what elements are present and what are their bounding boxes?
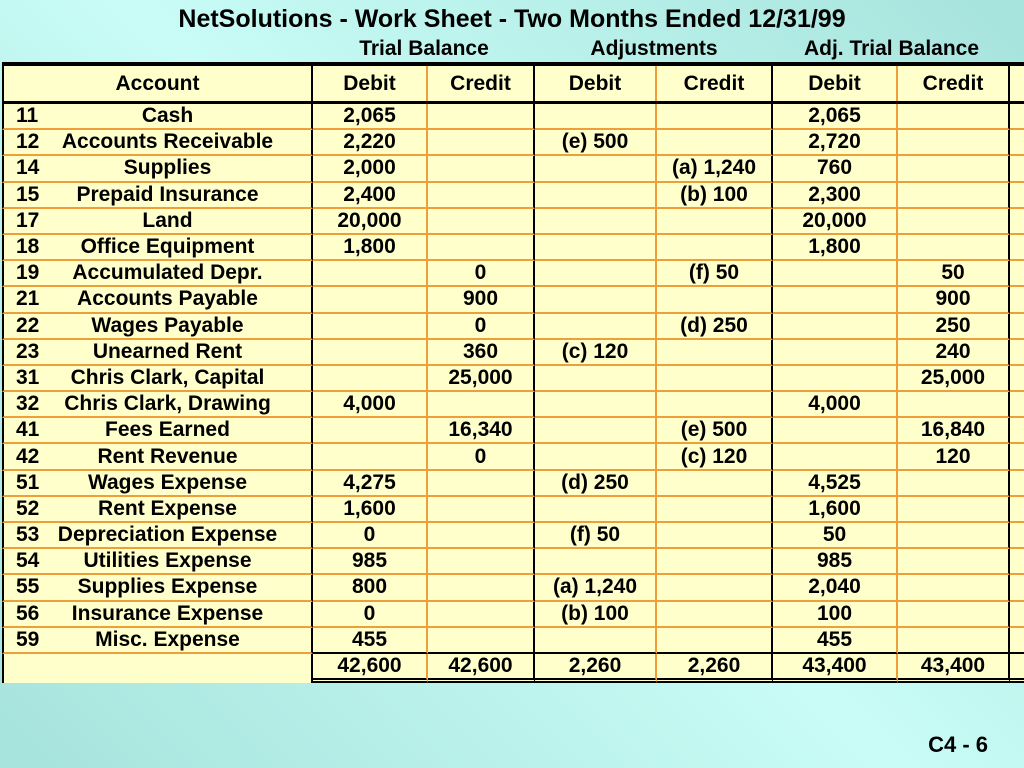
account-cell	[2, 209, 313, 235]
tb-debit-cell: 4,000	[313, 392, 428, 418]
account-cell	[2, 471, 313, 497]
atb-debit-cell	[773, 340, 898, 366]
account-cell	[2, 130, 313, 156]
table-row	[2, 523, 1024, 549]
account-name: Chris Clark, Capital	[70, 365, 265, 389]
tb-debit-cell: 0	[313, 523, 428, 549]
table-row	[2, 366, 1024, 392]
account-number: 56	[16, 601, 40, 625]
atb-credit-cell: 16,840	[898, 418, 1010, 444]
table-row	[2, 104, 1024, 130]
group-header-adjustments: Adjustments	[590, 37, 718, 60]
row-edge-sliver	[1010, 104, 1024, 130]
adj-credit-cell	[657, 287, 773, 313]
atb-debit-cell: 2,300	[773, 183, 898, 209]
atb-credit-cell: 120	[898, 444, 1010, 470]
account-cell	[2, 523, 313, 549]
atb-credit-cell: 250	[898, 314, 1010, 340]
account-number: 21	[16, 287, 40, 311]
atb-credit-cell: 900	[898, 287, 1010, 313]
row-edge-sliver	[1010, 471, 1024, 497]
tb-debit-cell	[313, 261, 428, 287]
table-row	[2, 130, 1024, 156]
header-atb-debit: Debit	[773, 66, 898, 101]
atb-credit-cell: 240	[898, 340, 1010, 366]
tb-debit-cell: 1,600	[313, 497, 428, 523]
adj-debit-cell	[535, 444, 657, 470]
account-name: Office Equipment	[80, 235, 255, 259]
account-number: 31	[16, 365, 40, 389]
account-number: 11	[16, 104, 39, 128]
row-edge-sliver	[1010, 261, 1024, 287]
adj-debit-cell	[535, 549, 657, 575]
atb-credit-cell	[898, 130, 1010, 156]
atb-debit-cell: 455	[773, 628, 898, 654]
atb-debit-cell	[773, 366, 898, 392]
tb-debit-cell	[313, 287, 428, 313]
tb-credit-cell: 360	[428, 340, 535, 366]
adj-credit-cell	[657, 340, 773, 366]
account-name: Rent Expense	[98, 496, 237, 520]
adj-credit-cell	[657, 628, 773, 654]
atb-credit-cell	[898, 497, 1010, 523]
row-edge-sliver	[1010, 209, 1024, 235]
account-name: Fees Earned	[105, 418, 230, 442]
account-number: 59	[16, 627, 40, 651]
adj-debit-cell: (c) 120	[535, 340, 657, 366]
header-tb-debit: Debit	[313, 66, 428, 101]
account-number: 19	[16, 261, 40, 285]
totals-tb-credit: 42,600	[428, 654, 535, 683]
totals-adj-credit: 2,260	[657, 654, 773, 683]
atb-debit-cell: 20,000	[773, 209, 898, 235]
atb-debit-cell: 4,525	[773, 471, 898, 497]
tb-debit-cell: 800	[313, 575, 428, 601]
atb-credit-cell	[898, 156, 1010, 182]
header-tb-credit: Credit	[428, 66, 535, 101]
adj-debit-cell	[535, 104, 657, 130]
account-name: Land	[142, 208, 193, 232]
tb-credit-cell: 25,000	[428, 366, 535, 392]
account-name: Unearned Rent	[92, 339, 243, 363]
table-row	[2, 235, 1024, 261]
account-name: Depreciation Expense	[57, 523, 278, 547]
adj-credit-cell: (e) 500	[657, 418, 773, 444]
atb-debit-cell: 2,040	[773, 575, 898, 601]
account-cell	[2, 575, 313, 601]
row-edge-sliver	[1010, 156, 1024, 182]
totals-atb-credit: 43,400	[898, 654, 1010, 683]
account-cell	[2, 549, 313, 575]
atb-credit-cell	[898, 183, 1010, 209]
tb-credit-cell	[428, 156, 535, 182]
atb-credit-cell	[898, 602, 1010, 628]
tb-debit-cell	[313, 418, 428, 444]
tb-credit-cell	[428, 628, 535, 654]
atb-debit-cell	[773, 261, 898, 287]
row-edge-sliver	[1010, 444, 1024, 470]
tb-credit-cell: 0	[428, 444, 535, 470]
tb-debit-cell: 0	[313, 602, 428, 628]
adj-debit-cell	[535, 392, 657, 418]
header-adj-debit: Debit	[535, 66, 657, 101]
slide-title: NetSolutions - Work Sheet - Two Months Ended 12/31/99	[178, 5, 846, 33]
header-atb-credit: Credit	[898, 66, 1010, 101]
account-name: Accounts Receivable	[61, 130, 274, 154]
adj-debit-cell	[535, 183, 657, 209]
account-cell	[2, 235, 313, 261]
tb-credit-cell	[428, 183, 535, 209]
tb-credit-cell	[428, 523, 535, 549]
tb-debit-cell: 985	[313, 549, 428, 575]
account-number: 55	[16, 575, 40, 599]
row-edge-sliver	[1010, 183, 1024, 209]
table-row	[2, 628, 1024, 654]
adj-credit-cell	[657, 575, 773, 601]
adj-credit-cell	[657, 602, 773, 628]
table-row	[2, 314, 1024, 340]
atb-credit-cell	[898, 575, 1010, 601]
atb-credit-cell	[898, 471, 1010, 497]
atb-debit-cell: 2,720	[773, 130, 898, 156]
row-edge-sliver	[1010, 628, 1024, 654]
totals-account-cell	[2, 654, 313, 683]
atb-debit-cell: 4,000	[773, 392, 898, 418]
row-edge-sliver	[1010, 235, 1024, 261]
account-number: 32	[16, 392, 40, 416]
account-number: 54	[16, 549, 40, 573]
row-edge-sliver	[1010, 340, 1024, 366]
tb-debit-cell: 20,000	[313, 209, 428, 235]
account-number: 53	[16, 523, 40, 547]
account-name: Wages Payable	[91, 313, 244, 337]
adj-debit-cell	[535, 209, 657, 235]
atb-debit-cell: 1,600	[773, 497, 898, 523]
account-name: Misc. Expense	[95, 627, 240, 651]
account-number: 52	[16, 496, 40, 520]
tb-credit-cell	[428, 471, 535, 497]
table-row	[2, 602, 1024, 628]
table-row	[2, 392, 1024, 418]
row-edge-sliver	[1010, 549, 1024, 575]
adj-debit-cell	[535, 497, 657, 523]
totals-edge-sliver	[1010, 654, 1024, 683]
account-cell	[2, 261, 313, 287]
account-name: Insurance Expense	[71, 601, 264, 625]
account-cell	[2, 314, 313, 340]
account-name: Accumulated Depr.	[72, 261, 263, 285]
adj-debit-cell	[535, 418, 657, 444]
tb-debit-cell: 2,000	[313, 156, 428, 182]
table-row	[2, 340, 1024, 366]
account-number: 41	[16, 418, 40, 442]
totals-row	[2, 654, 1024, 680]
account-cell	[2, 392, 313, 418]
account-name: Supplies Expense	[77, 575, 258, 599]
table-row	[2, 444, 1024, 470]
group-header-trial-balance: Trial Balance	[359, 37, 489, 60]
account-number: 51	[16, 470, 40, 494]
account-cell	[2, 183, 313, 209]
table-row	[2, 471, 1024, 497]
atb-debit-cell	[773, 444, 898, 470]
table-row	[2, 261, 1024, 287]
atb-debit-cell: 1,800	[773, 235, 898, 261]
account-name: Supplies	[123, 156, 212, 180]
account-number: 15	[16, 182, 40, 206]
table-row	[2, 156, 1024, 182]
tb-credit-cell: 0	[428, 314, 535, 340]
account-name: Utilities Expense	[83, 549, 252, 573]
tb-credit-cell	[428, 575, 535, 601]
atb-credit-cell	[898, 392, 1010, 418]
tb-credit-cell	[428, 209, 535, 235]
adj-debit-cell	[535, 314, 657, 340]
tb-credit-cell	[428, 549, 535, 575]
tb-debit-cell	[313, 340, 428, 366]
adj-credit-cell	[657, 130, 773, 156]
row-edge-sliver	[1010, 314, 1024, 340]
adj-debit-cell	[535, 628, 657, 654]
row-edge-sliver	[1010, 392, 1024, 418]
row-edge-sliver	[1010, 287, 1024, 313]
account-cell	[2, 366, 313, 392]
totals-tb-debit: 42,600	[313, 654, 428, 683]
row-edge-sliver	[1010, 418, 1024, 444]
group-header-adj-trial-balance: Adj. Trial Balance	[803, 37, 980, 60]
adj-debit-cell: (e) 500	[535, 130, 657, 156]
account-name: Prepaid Insurance	[76, 182, 259, 206]
adj-debit-cell	[535, 235, 657, 261]
adj-credit-cell: (d) 250	[657, 314, 773, 340]
account-number: 12	[16, 130, 40, 154]
atb-credit-cell	[898, 235, 1010, 261]
account-cell	[2, 444, 313, 470]
tb-debit-cell: 4,275	[313, 471, 428, 497]
account-number: 14	[16, 156, 40, 180]
row-edge-sliver	[1010, 130, 1024, 156]
tb-credit-cell: 16,340	[428, 418, 535, 444]
account-cell	[2, 628, 313, 654]
account-number: 18	[16, 235, 40, 259]
row-edge-sliver	[1010, 575, 1024, 601]
atb-debit-cell	[773, 418, 898, 444]
tb-credit-cell	[428, 235, 535, 261]
atb-credit-cell	[898, 549, 1010, 575]
atb-debit-cell: 100	[773, 602, 898, 628]
adj-credit-cell	[657, 549, 773, 575]
atb-credit-cell: 25,000	[898, 366, 1010, 392]
account-number: 17	[16, 208, 40, 232]
tb-debit-cell: 2,220	[313, 130, 428, 156]
adj-credit-cell: (f) 50	[657, 261, 773, 287]
table-row	[2, 209, 1024, 235]
adj-debit-cell	[535, 287, 657, 313]
account-name: Wages Expense	[87, 470, 248, 494]
atb-debit-cell	[773, 314, 898, 340]
adj-debit-cell	[535, 366, 657, 392]
atb-debit-cell: 985	[773, 549, 898, 575]
account-cell	[2, 340, 313, 366]
adj-credit-cell: (b) 100	[657, 183, 773, 209]
account-cell	[2, 156, 313, 182]
totals-adj-debit: 2,260	[535, 654, 657, 683]
tb-credit-cell	[428, 392, 535, 418]
atb-credit-cell: 50	[898, 261, 1010, 287]
tb-debit-cell	[313, 314, 428, 340]
account-cell	[2, 497, 313, 523]
adj-credit-cell: (a) 1,240	[657, 156, 773, 182]
atb-credit-cell	[898, 523, 1010, 549]
row-edge-sliver	[1010, 366, 1024, 392]
tb-credit-cell: 0	[428, 261, 535, 287]
account-name: Rent Revenue	[97, 444, 238, 468]
adj-credit-cell	[657, 104, 773, 130]
row-edge-sliver	[1010, 602, 1024, 628]
table-row	[2, 575, 1024, 601]
tb-debit-cell: 455	[313, 628, 428, 654]
adj-credit-cell	[657, 392, 773, 418]
account-name: Accounts Payable	[77, 287, 258, 311]
adj-debit-cell: (b) 100	[535, 602, 657, 628]
adj-credit-cell	[657, 235, 773, 261]
adj-debit-cell: (a) 1,240	[535, 575, 657, 601]
table-row	[2, 287, 1024, 313]
atb-debit-cell: 50	[773, 523, 898, 549]
account-cell	[2, 104, 313, 130]
adj-debit-cell: (d) 250	[535, 471, 657, 497]
tb-debit-cell	[313, 366, 428, 392]
adj-credit-cell	[657, 497, 773, 523]
table-row	[2, 549, 1024, 575]
atb-credit-cell	[898, 628, 1010, 654]
account-number: 23	[16, 339, 40, 363]
header-edge-sliver	[1010, 66, 1024, 101]
account-number: 22	[16, 313, 40, 337]
table-row	[2, 497, 1024, 523]
slide-number: C4 - 6	[928, 732, 988, 757]
header-account: Account	[2, 66, 313, 101]
tb-debit-cell: 2,065	[313, 104, 428, 130]
table-header-row	[2, 66, 1024, 104]
account-cell	[2, 418, 313, 444]
header-adj-credit: Credit	[657, 66, 773, 101]
row-edge-sliver	[1010, 523, 1024, 549]
account-cell	[2, 602, 313, 628]
totals-atb-debit: 43,400	[773, 654, 898, 683]
tb-debit-cell: 1,800	[313, 235, 428, 261]
tb-debit-cell	[313, 444, 428, 470]
adj-debit-cell	[535, 261, 657, 287]
adj-credit-cell	[657, 523, 773, 549]
adj-credit-cell: (c) 120	[657, 444, 773, 470]
adj-debit-cell	[535, 156, 657, 182]
account-name: Cash	[141, 104, 194, 128]
table-body	[2, 104, 1024, 654]
tb-credit-cell: 900	[428, 287, 535, 313]
atb-debit-cell: 2,065	[773, 104, 898, 130]
atb-credit-cell	[898, 209, 1010, 235]
account-cell	[2, 287, 313, 313]
worksheet-table	[2, 62, 1024, 680]
adj-credit-cell	[657, 471, 773, 497]
atb-credit-cell	[898, 104, 1010, 130]
atb-debit-cell	[773, 287, 898, 313]
account-name: Chris Clark, Drawing	[64, 392, 271, 416]
atb-debit-cell: 760	[773, 156, 898, 182]
row-edge-sliver	[1010, 497, 1024, 523]
tb-credit-cell	[428, 497, 535, 523]
account-number: 42	[16, 444, 40, 468]
table-row	[2, 418, 1024, 444]
tb-debit-cell: 2,400	[313, 183, 428, 209]
tb-credit-cell	[428, 130, 535, 156]
adj-credit-cell	[657, 209, 773, 235]
table-row	[2, 183, 1024, 209]
tb-credit-cell	[428, 104, 535, 130]
tb-credit-cell	[428, 602, 535, 628]
adj-debit-cell: (f) 50	[535, 523, 657, 549]
adj-credit-cell	[657, 366, 773, 392]
